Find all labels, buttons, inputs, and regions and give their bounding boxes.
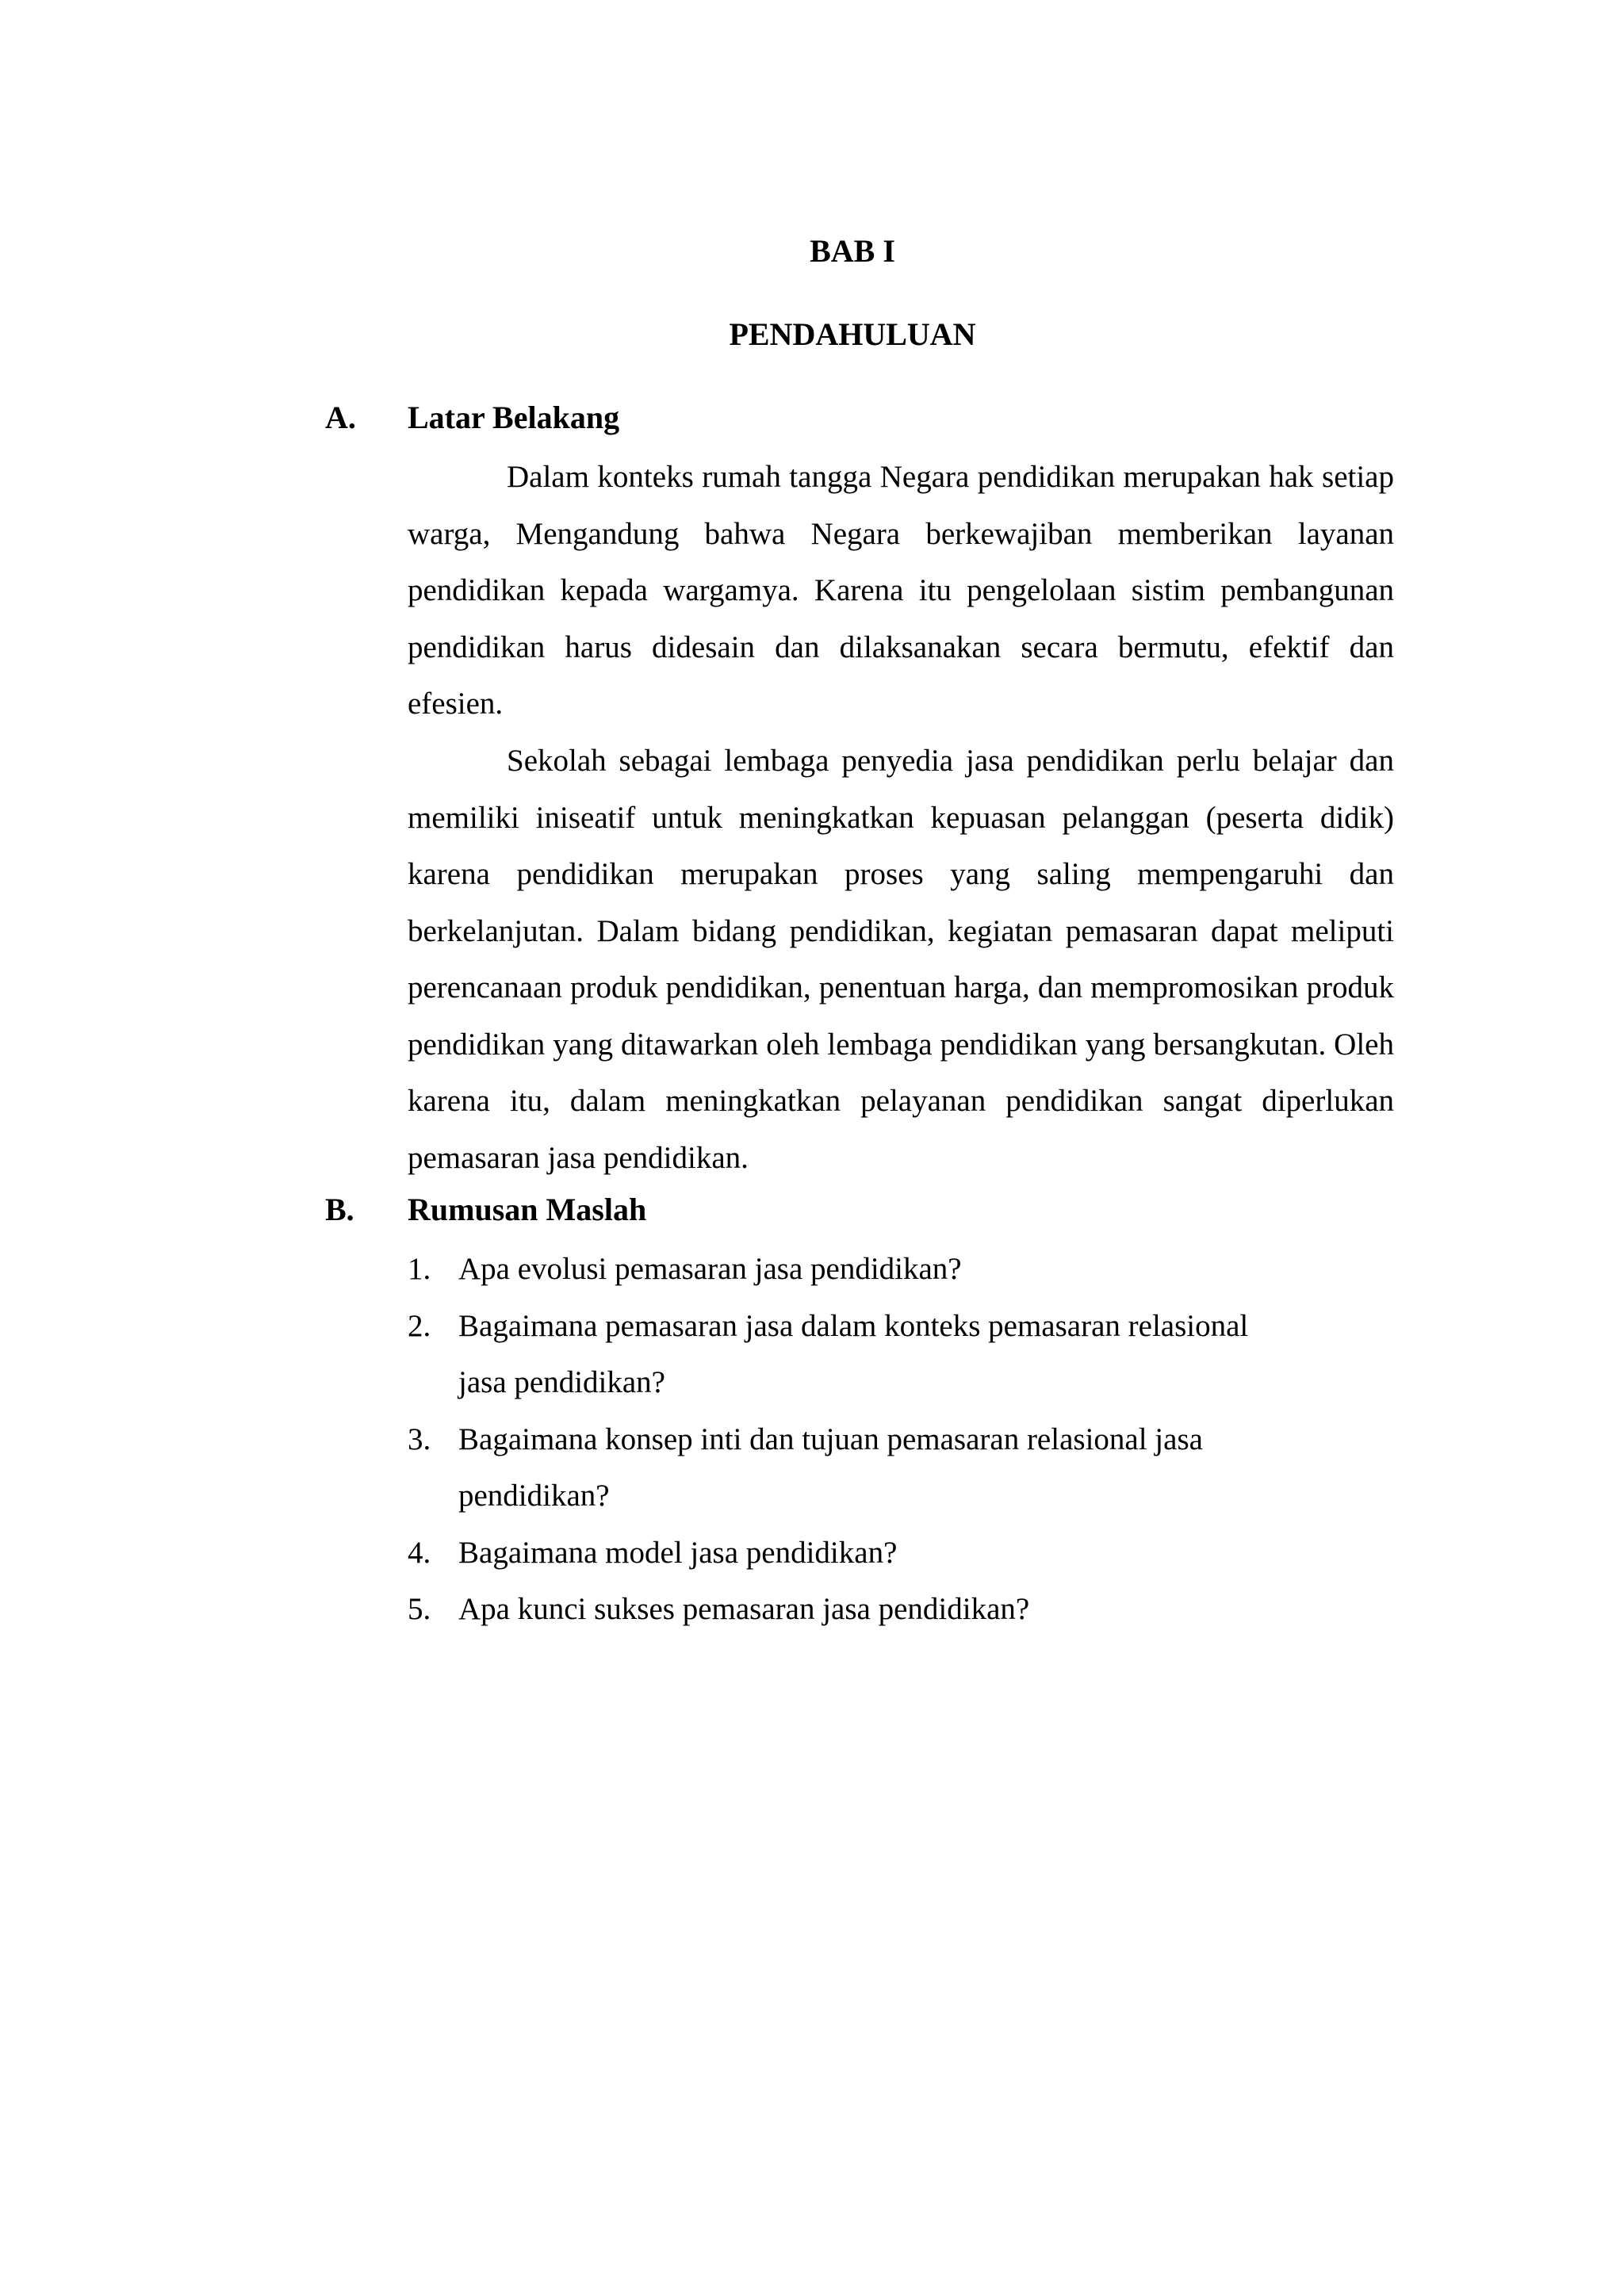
chapter-number: BAB I <box>810 233 895 269</box>
list-item-number: 1. <box>408 1252 431 1286</box>
list-item-number: 2. <box>408 1308 431 1343</box>
list-item-number: 3. <box>408 1422 431 1456</box>
section-letter: A. <box>325 400 356 435</box>
section-heading-rumusan-maslah <box>325 1191 646 1229</box>
list-item-text: Bagaimana konsep inti dan tujuan pemasaran relasional jasa pendidikan? <box>458 1422 1203 1513</box>
section-title: Latar Belakang <box>408 400 620 435</box>
list-item <box>408 1298 1394 1411</box>
question-list <box>408 1241 1394 1638</box>
list-item-text: Bagaimana model jasa pendidikan? <box>458 1535 898 1570</box>
list-item-text: Apa kunci sukses pemasaran jasa pendidikan? <box>458 1592 1030 1626</box>
list-item-text: Bagaimana pemasaran jasa dalam konteks pemasaran relasional jasa pendidikan? <box>458 1308 1249 1399</box>
list-item <box>408 1411 1394 1525</box>
list-item <box>408 1581 1394 1638</box>
list-item-text: Apa evolusi pemasaran jasa pendidikan? <box>458 1252 962 1286</box>
section-letter: B. <box>325 1192 354 1227</box>
list-item-number: 5. <box>408 1592 431 1626</box>
list-item <box>408 1525 1394 1582</box>
chapter-title: PENDAHULUAN <box>729 316 976 352</box>
list-item <box>408 1241 1394 1298</box>
section-heading-latar-belakang <box>325 399 619 437</box>
body-paragraph: Dalam konteks rumah tangga Negara pendidikan merupakan hak setiap warga, Mengandung bahwa Negara berkewajiban memberikan layanan pendidikan kepada wargamya. Karena itu pengelolaan sistim pembangunan pendidikan harus didesain dan dilaksanakan secara bermutu, efektif dan efesien. <box>408 460 1394 721</box>
section-title: Rumusan Maslah <box>408 1192 647 1227</box>
body-paragraph: Sekolah sebagai lembaga penyedia jasa pendidikan perlu belajar dan memiliki iniseatif untuk meningkatkan kepuasan pelanggan (peserta didik) karena pendidikan merupakan proses yang saling mempengaruhi dan berkelanjutan. Dalam bidang pendidikan, kegiatan pemasaran dapat meliputi perencanaan produk pendidikan, penentuan harga, dan mempromosikan produk pendidikan yang ditawarkan oleh lembaga pendidikan yang bersangkutan. Oleh karena itu, dalam meningkatkan pelayanan pendidikan sangat diperlukan pemasaran jasa pendidikan. <box>408 744 1394 1175</box>
list-item-number: 4. <box>408 1535 431 1570</box>
